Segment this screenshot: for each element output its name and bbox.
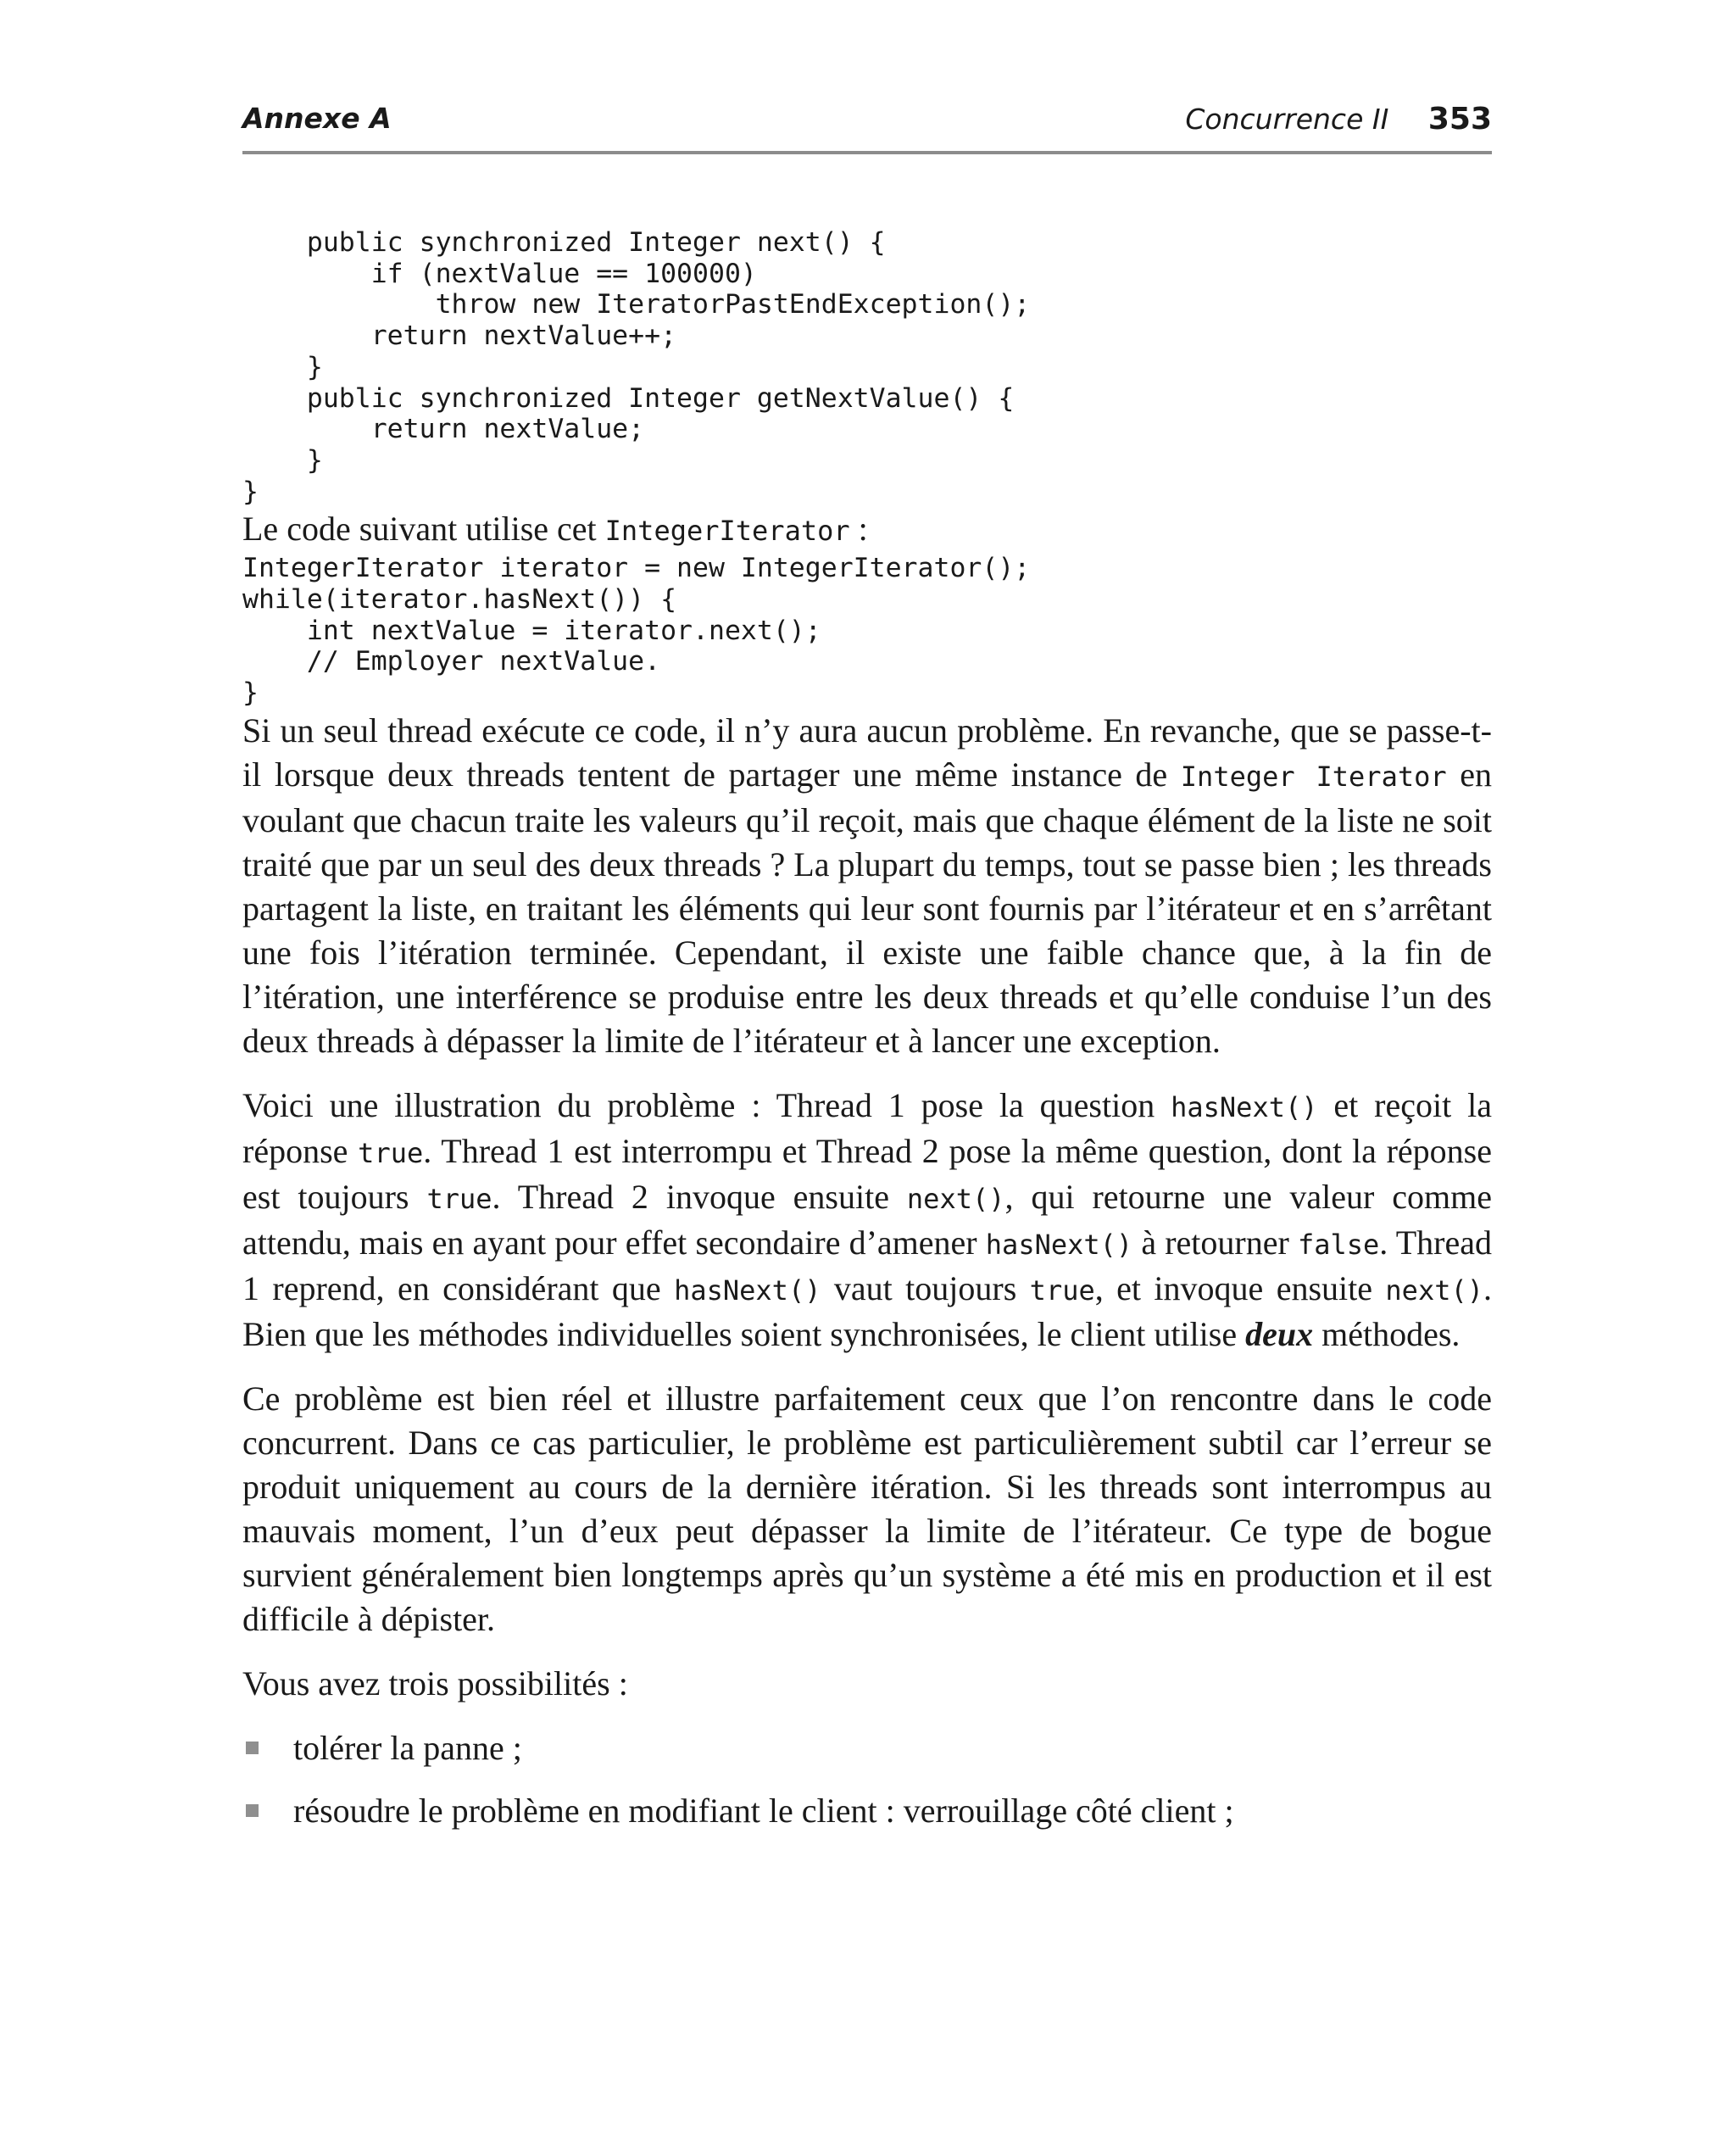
- code-block-iterator-methods: public synchronized Integer next() { if (nextValue == 100000) throw new IteratorPastEndException(); return nextValue++; } public synchronized Integer getNextValue() { return nextValue; } }: [242, 227, 1031, 507]
- paragraph-text: et reçoit la réponse: [242, 1085, 1492, 1170]
- section-title: Concurrence II: [1185, 103, 1389, 136]
- inline-code: hasNext(): [1171, 1090, 1318, 1123]
- code-block-usage: IntegerIterator iterator = new IntegerIterator(); while(iterator.hasNext()) { int nextValue = iterator.next(); // Employer nextValue. }: [242, 553, 1031, 709]
- paragraph-text: en voulant que chacun traite les valeurs qu’il reçoit, mais que chaque élément de la liste ne soit traité que par un seul des deux threads ? La plupart du temps, tout se passe bien ; les threads partagent la liste, en traitant les éléments qui leur sont fournis par l’itérateur et en s’arrêtant une fois l’itération terminée. Cependant, il existe une faible chance que, à la fin de l’itération, une interférence se produise entre les deux threads et qu’elle conduise l’un des deux threads à dépasser la limite de l’itérateur et à lancer une exception.: [242, 755, 1492, 1060]
- inline-code: true: [358, 1136, 424, 1169]
- paragraph-options: Vous avez trois possibilités :: [242, 1664, 628, 1703]
- list-item-text: résoudre le problème en modifiant le client : verrouillage côté client ;: [293, 1791, 1234, 1830]
- paragraph-text: vaut toujours: [821, 1268, 1030, 1307]
- inline-code: false: [1297, 1228, 1380, 1261]
- options-list: [242, 1726, 1492, 1833]
- chapter-title: Annexe A: [242, 102, 392, 135]
- header-right: [1185, 102, 1492, 137]
- paragraph-analysis: Ce problème est bien réel et illustre parfaitement ceux que l’on rencontre dans le code concurrent. Dans ce cas particulier, le problème est particulièrement subtil car l’erreur se produit uniquement au cours de la dernière itération. Si les threads sont interrompus au mauvais moment, l’un d’eux peut dépasser la limite de l’itérateur. Ce type de bogue survient généralement bien longtemps après qu’un système a été mis en production et il est difficile à dépister.: [242, 1379, 1492, 1638]
- list-item: [242, 1789, 1492, 1833]
- list-item-text: tolérer la panne ;: [293, 1728, 522, 1767]
- inline-code: true: [1029, 1273, 1095, 1307]
- paragraph-text: méthodes.: [1313, 1314, 1461, 1353]
- inline-code: hasNext(): [985, 1228, 1133, 1261]
- paragraph-text: . Thread 1 reprend, en considérant que: [242, 1223, 1492, 1307]
- inline-code: next(): [1385, 1273, 1483, 1307]
- emphasis: deux: [1245, 1314, 1314, 1353]
- page-number: 353: [1427, 102, 1492, 137]
- page-body: [242, 227, 1492, 1852]
- paragraph-text: . Thread 1 est interrompu et Thread 2 pose la même question, dont la réponse est toujours: [242, 1131, 1492, 1216]
- inline-code: Integer Iterator: [1180, 760, 1447, 793]
- running-header: [242, 100, 1492, 154]
- paragraph-problem: [242, 709, 1492, 1063]
- list-item: [242, 1726, 1492, 1770]
- inline-code: hasNext(): [674, 1273, 821, 1307]
- inline-code: IntegerIterator: [604, 515, 850, 548]
- square-bullet-icon: [246, 1742, 259, 1754]
- paragraph-illustration: [242, 1084, 1492, 1357]
- inline-code: next(): [906, 1182, 1005, 1215]
- intro-text-end: :: [849, 510, 868, 549]
- paragraph-text: à retourner: [1132, 1223, 1298, 1262]
- inline-code: true: [426, 1182, 492, 1215]
- paragraph-text: . Thread 2 invoque ensuite: [492, 1177, 907, 1216]
- paragraph-text: , qui retourne une valeur comme attendu, mais en ayant pour effet secondaire d’amener: [242, 1177, 1492, 1262]
- square-bullet-icon: [246, 1804, 259, 1817]
- paragraph-text: . Bien que les méthodes individuelles soient synchronisées, le client utilise: [242, 1268, 1492, 1353]
- paragraph-text: , et invoque ensuite: [1094, 1268, 1386, 1307]
- paragraph-text: Voici une illustration du problème : Thread 1 pose la question: [242, 1085, 1171, 1124]
- intro-paragraph: [242, 507, 1492, 553]
- paragraph-text: Si un seul thread exécute ce code, il n’y aura aucun problème. En revanche, que se passe-t-il lorsque deux threads tentent de partager une même instance de: [242, 711, 1492, 794]
- intro-text: Le code suivant utilise cet: [242, 510, 605, 549]
